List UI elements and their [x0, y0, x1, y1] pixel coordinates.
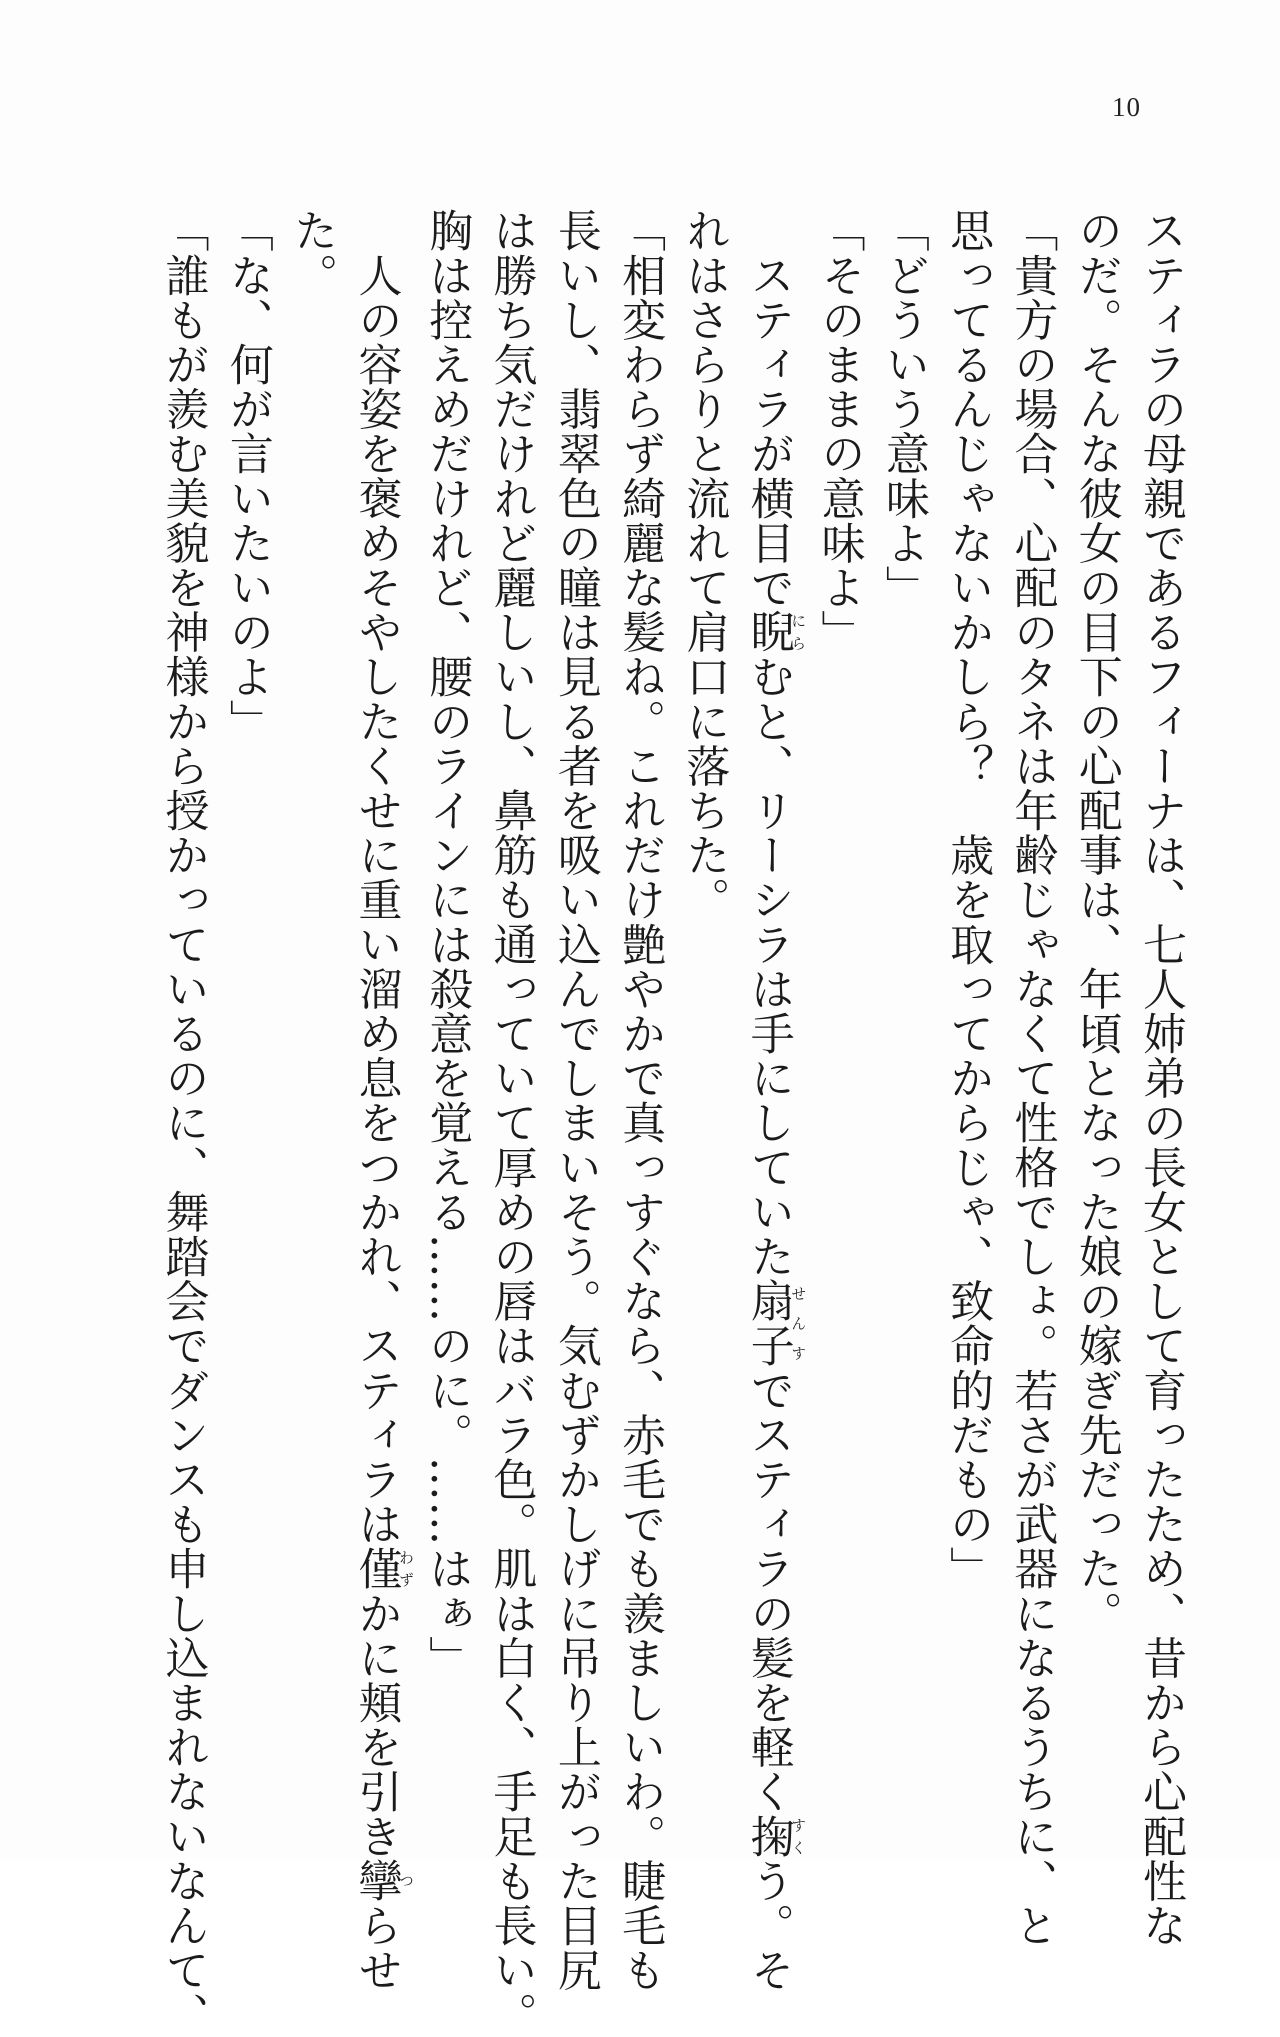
text-segment: れはさらりと流れて肩口に落ちた。 — [678, 208, 730, 922]
text-segment: のだ。そんな彼女の目下の心配事は、年頃となった娘の嫁ぎ先だった。 — [1070, 208, 1122, 1636]
text-segment: かに頬を引き — [350, 1590, 402, 1859]
text-line — [343, 208, 415, 1993]
text-line — [1128, 208, 1192, 1948]
text-segment: 「な、何が言いたいのよ」 — [221, 208, 273, 744]
page-number: 10 — [1112, 92, 1141, 122]
text-segment: は勝ち気だけれど麗しいし、鼻筋も通っていて厚めの唇はバラ色。肌は白く、手足も長い。 — [485, 208, 537, 2037]
text-segment: 「貴方の場合、心配のタネは年齢じゃなくて性格でしょ。若さが武器になるうちに、と — [1006, 208, 1058, 1948]
text-segment: 人の容姿を褒めそやしたくせに重い溜め息をつかれ、スティラは — [350, 208, 402, 1546]
ruby-reading: にら — [789, 609, 808, 654]
text-segment: スティラが横目で — [742, 208, 794, 610]
ruby-reading: せんす — [789, 1278, 808, 1368]
text-line — [671, 208, 735, 1808]
text-segment: 「どういう意味よ」 — [877, 208, 929, 610]
ruby-base: 攣 — [350, 1858, 402, 1903]
text-segment: う。そ — [742, 1858, 794, 1993]
text-segment: 「そのままの意味よ」 — [813, 208, 865, 654]
text-line — [414, 208, 478, 1808]
ruby-base: 僅 — [350, 1546, 402, 1591]
ruby-reading: すく — [789, 1813, 808, 1859]
text-segment: 思ってるんじゃないかしら？ 歳を取ってからじゃ、致命的だもの」 — [942, 208, 994, 1591]
ruby-base: 扇子 — [742, 1278, 794, 1368]
ruby-annotation — [350, 1858, 415, 1903]
ruby-annotation — [742, 1813, 808, 1859]
text-line — [215, 208, 279, 1808]
text-line — [279, 208, 343, 1808]
text-line — [543, 208, 607, 1992]
text-line — [478, 208, 542, 2037]
ruby-annotation — [742, 609, 808, 655]
text-segment: た。 — [286, 208, 338, 298]
text-line — [806, 208, 870, 1808]
ruby-base: 睨 — [742, 609, 794, 655]
text-segment: むと、リーシラは手にしていた — [742, 654, 794, 1279]
ruby-reading: わず — [396, 1546, 415, 1591]
text-segment: 「相変わらず綺麗な髪ね。これだけ艶やかで真っすぐなら、赤毛でも羨ましいわ。睫毛も — [614, 208, 666, 1992]
body-text — [82, 208, 1192, 2037]
text-line — [735, 208, 808, 1993]
text-segment: らせ — [350, 1902, 402, 1993]
ruby-annotation — [350, 1546, 415, 1591]
ruby-base: 掬 — [742, 1813, 794, 1859]
text-segment: スティラの母親であるフィーナは、七人姉弟の長女として育ったため、昔から心配性な — [1135, 208, 1186, 1948]
text-segment: でスティラの髪を軽く — [742, 1367, 794, 1814]
text-line — [150, 208, 214, 2037]
ruby-reading: つ — [396, 1858, 415, 1903]
ruby-annotation — [742, 1278, 808, 1368]
text-line — [935, 208, 999, 1808]
text-line — [999, 208, 1063, 1948]
text-line — [1063, 208, 1127, 1808]
text-segment: 長いし、翡翠色の瞳は見る者を吸い込んでしまいそう。気むずかしげに吊り上がった目尻 — [549, 208, 601, 1992]
text-line — [607, 208, 671, 1992]
text-line — [871, 208, 935, 1808]
text-segment: 「誰もが羨む美貌を神様から授かっているのに、舞踏会でダンスも申し込まれないなんて、 — [157, 208, 209, 2037]
text-segment: 胸は控えめだけれど、腰のラインには殺意を覚える……のに。……はぁ」 — [421, 208, 473, 1680]
